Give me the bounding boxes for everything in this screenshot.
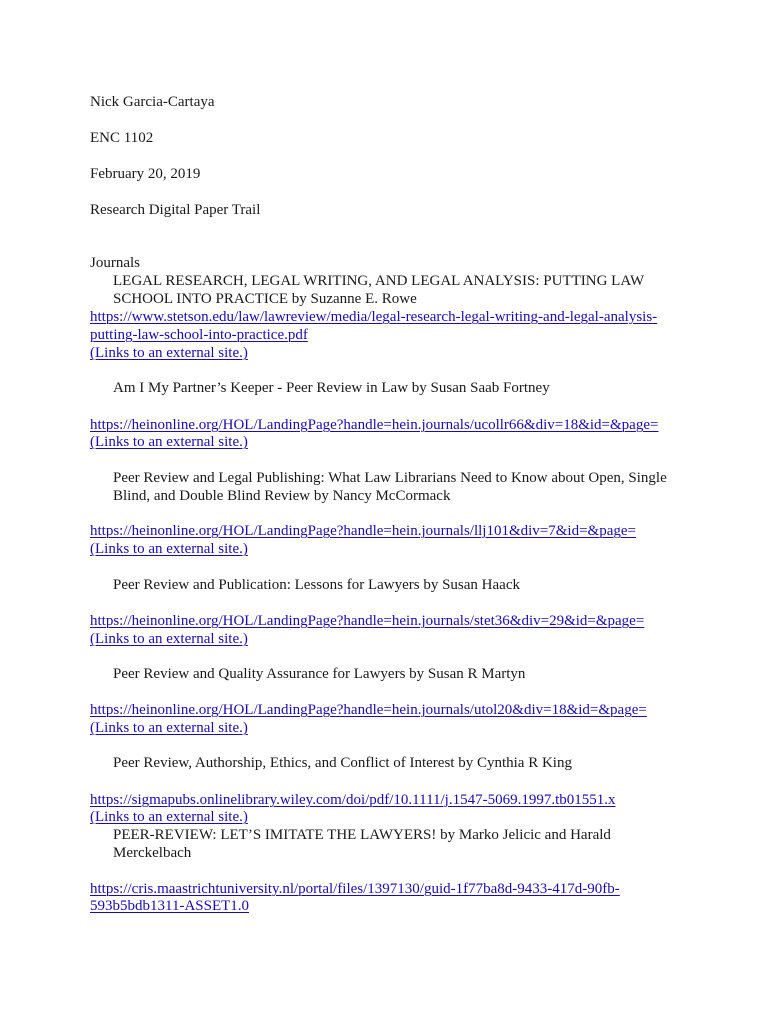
external-site-link[interactable]: (Links to an external site.) — [90, 720, 248, 736]
external-site-link[interactable]: (Links to an external site.) — [90, 434, 248, 450]
section-heading-journals: Journals — [90, 255, 140, 271]
entry-url-link[interactable]: https://cris.maastrichtuniversity.nl/portal/files/1397130/guid-1f77ba8d-9433-417d-90fb- — [90, 881, 620, 897]
entry-url-link[interactable]: https://www.stetson.edu/law/lawreview/media/legal-research-legal-writing-and-legal-analysis- — [90, 309, 658, 325]
entry-url-link[interactable]: putting-law-school-into-practice.pdf — [90, 327, 308, 343]
entry-title-line: PEER-REVIEW: LET’S IMITATE THE LAWYERS! by Marko Jelicic and Harald — [113, 827, 611, 843]
entry-url-link[interactable]: https://heinonline.org/HOL/LandingPage?handle=hein.journals/llj101&div=7&id=&page= — [90, 523, 636, 539]
external-site-link[interactable]: (Links to an external site.) — [90, 809, 248, 825]
entry-title-line: Peer Review and Publication: Lessons for Lawyers by Susan Haack — [113, 577, 520, 593]
document-title: Research Digital Paper Trail — [90, 202, 261, 218]
entry-title-line: Peer Review and Legal Publishing: What Law Librarians Need to Know about Open, Single — [113, 470, 667, 486]
course-code: ENC 1102 — [90, 130, 154, 146]
entry-title-line: Peer Review and Quality Assurance for Lawyers by Susan R Martyn — [113, 666, 526, 682]
entry-title-line: LEGAL RESEARCH, LEGAL WRITING, AND LEGAL ANALYSIS: PUTTING LAW — [113, 273, 645, 289]
entry-url-link[interactable]: https://sigmapubs.onlinelibrary.wiley.com/doi/pdf/10.1111/j.1547-5069.1997.tb01551.x — [90, 792, 616, 808]
entry-url-link[interactable]: 593b5bdb1311-ASSET1.0 — [90, 898, 250, 914]
external-site-link[interactable]: (Links to an external site.) — [90, 345, 248, 361]
author-name: Nick Garcia-Cartaya — [90, 94, 215, 110]
entry-title-line: Peer Review, Authorship, Ethics, and Conflict of Interest by Cynthia R King — [113, 755, 572, 771]
entry-title-line: Blind, and Double Blind Review by Nancy McCormack — [113, 488, 451, 504]
entry-url-link[interactable]: https://heinonline.org/HOL/LandingPage?handle=hein.journals/stet36&div=29&id=&page= — [90, 613, 645, 629]
external-site-link[interactable]: (Links to an external site.) — [90, 541, 248, 557]
external-site-link[interactable]: (Links to an external site.) — [90, 631, 248, 647]
document-date: February 20, 2019 — [90, 166, 201, 182]
entry-title-line: SCHOOL INTO PRACTICE by Suzanne E. Rowe — [113, 291, 417, 307]
entry-url-link[interactable]: https://heinonline.org/HOL/LandingPage?handle=hein.journals/ucollr66&div=18&id=&page= — [90, 417, 659, 433]
entry-title-line: Am I My Partner’s Keeper - Peer Review in Law by Susan Saab Fortney — [113, 380, 550, 396]
entry-title-line: Merckelbach — [113, 845, 192, 861]
entry-url-link[interactable]: https://heinonline.org/HOL/LandingPage?handle=hein.journals/utol20&div=18&id=&page= — [90, 702, 647, 718]
